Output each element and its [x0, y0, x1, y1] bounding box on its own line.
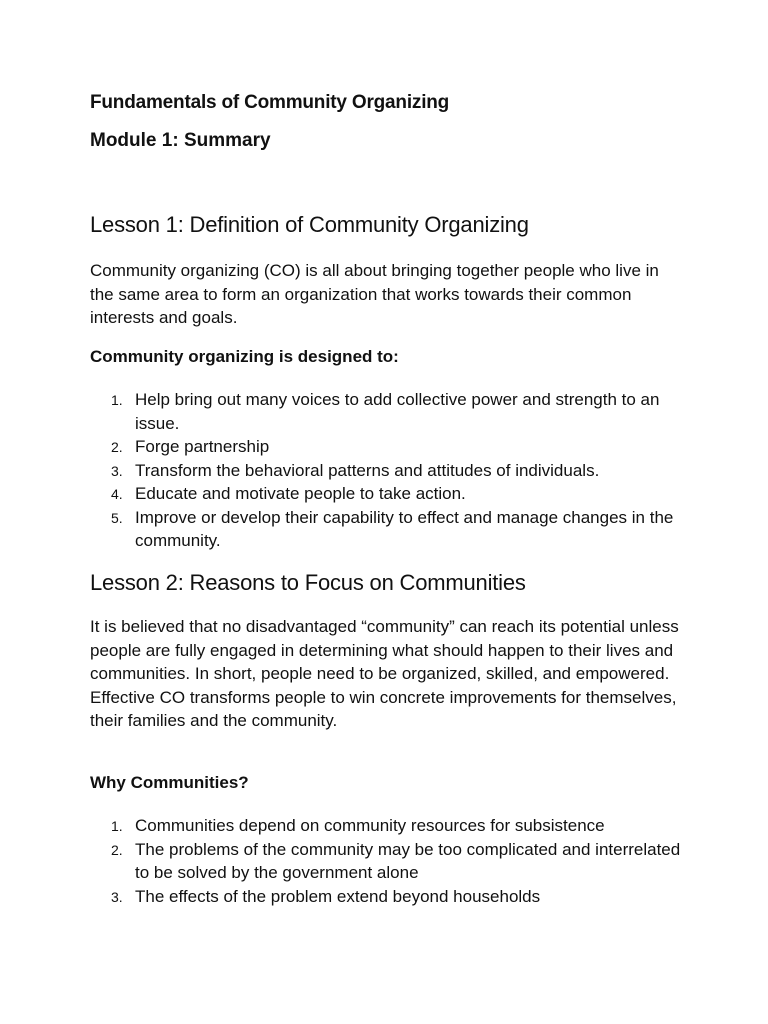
lesson-1-heading: Lesson 1: Definition of Community Organizing [90, 212, 529, 237]
list-item [90, 814, 682, 838]
list-item-text: Forge partnership [135, 437, 270, 456]
list-item-text: Educate and motivate people to take action. [135, 484, 466, 503]
list-number: 1. [111, 818, 123, 834]
list-number: 1. [111, 392, 123, 408]
list-item [90, 435, 682, 459]
list-item [90, 482, 682, 506]
lesson-1-list [90, 388, 682, 553]
list-item [90, 506, 682, 553]
lesson-1-paragraph: Community organizing (CO) is all about bringing together people who live in the same area to form an organization that works towards their common interests and goals. [90, 261, 659, 327]
list-item [90, 388, 682, 435]
list-number: 5. [111, 509, 123, 526]
list-item-text: Transform the behavioral patterns and attitudes of individuals. [135, 460, 600, 480]
module-title: Module 1: Summary [90, 130, 271, 151]
list-number: 2. [111, 841, 123, 858]
list-number: 3. [111, 888, 123, 905]
list-item-text: The problems of the community may be too complicated and interrelated to be solved by the government alone [135, 839, 681, 882]
list-number: 4. [111, 486, 123, 502]
lesson-2-paragraph: It is believed that no disadvantaged “community” can reach its potential unless people are fully engaged in determining what should happen to their lives and communities. In short, people need to be organized, skilled, and empowered. Effective CO transforms people to win concrete improvements for themselves, their families and the community. [90, 617, 679, 730]
list-item-text: The effects of the problem extend beyond households [135, 886, 541, 906]
list-item [90, 885, 682, 909]
document-title: Fundamentals of Community Organizing [90, 92, 450, 113]
list-number: 2. [111, 439, 123, 455]
list-number: 3. [111, 462, 123, 479]
lesson-2-heading: Lesson 2: Reasons to Focus on Communities [90, 570, 526, 595]
list-item [90, 459, 682, 483]
list-item-text: Help bring out many voices to add collective power and strength to an issue. [135, 390, 660, 433]
list-item-text: Communities depend on community resources for subsistence [135, 816, 605, 835]
lesson-2-list [90, 814, 682, 908]
lesson-2-subheading: Why Communities? [90, 773, 249, 792]
list-item [90, 838, 682, 885]
list-item-text: Improve or develop their capability to effect and manage changes in the community. [135, 507, 674, 550]
lesson-1-subheading: Community organizing is designed to: [90, 347, 399, 366]
